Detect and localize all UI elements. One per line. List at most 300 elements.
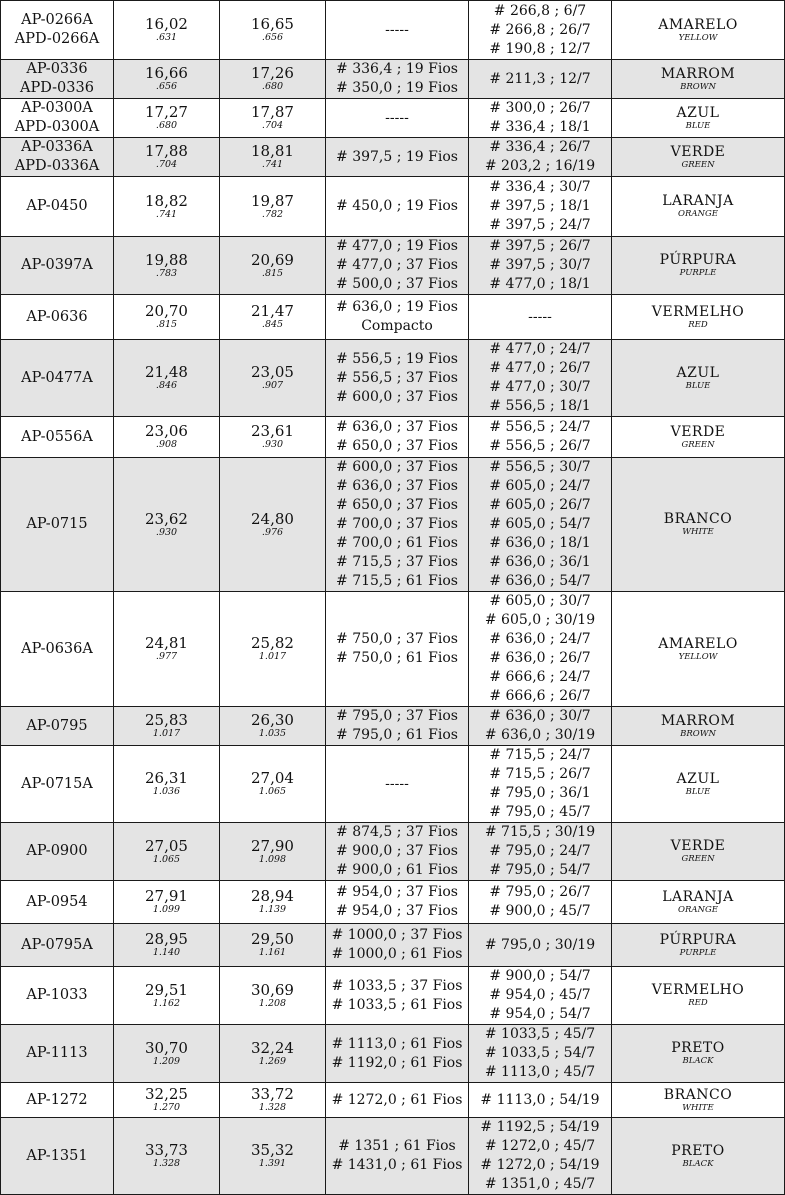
code-cell bbox=[1, 924, 114, 967]
acsr-conductor: # 954,0 ; 54/7 bbox=[489, 1006, 591, 1022]
aluminum-conductor: # 336,4 ; 19 Fios bbox=[336, 61, 458, 77]
acsr-conductor: # 477,0 ; 30/7 bbox=[489, 379, 591, 395]
code-cell bbox=[1, 707, 114, 746]
max-diameter-inch: .656 bbox=[261, 32, 284, 43]
color-name-en: BLACK bbox=[682, 1056, 714, 1066]
acsr-conductor: # 795,0 ; 24/7 bbox=[489, 843, 591, 859]
acsr-conductor: # 1192,5 ; 54/19 bbox=[480, 1119, 600, 1135]
acsr-conductor: # 556,5 ; 30/7 bbox=[489, 459, 591, 475]
aluminum-conductor: # 900,0 ; 37 Fios bbox=[336, 843, 458, 859]
acsr-conductor-cell bbox=[469, 458, 612, 592]
acsr-conductor: # 636,0 ; 18/1 bbox=[489, 535, 591, 551]
max-diameter-cell bbox=[220, 295, 326, 340]
aluminum-conductor-cell bbox=[326, 746, 469, 823]
max-diameter-inch: .907 bbox=[261, 380, 284, 391]
min-diameter-mm: 17,27 bbox=[145, 103, 188, 121]
max-diameter-mm: 18,81 bbox=[251, 142, 294, 160]
max-diameter-cell bbox=[220, 746, 326, 823]
aluminum-conductor: # 500,0 ; 37 Fios bbox=[336, 276, 458, 292]
aluminum-conductor: # 600,0 ; 37 Fios bbox=[336, 388, 458, 405]
min-diameter-inch: .815 bbox=[155, 319, 178, 330]
max-diameter-cell bbox=[220, 707, 326, 746]
aluminum-conductor: # 1033,5 ; 37 Fios bbox=[331, 977, 463, 994]
acsr-conductor: # 556,5 ; 26/7 bbox=[489, 438, 591, 454]
max-diameter-mm: 33,72 bbox=[251, 1085, 294, 1103]
color-cell bbox=[612, 881, 785, 924]
color-cell bbox=[612, 340, 785, 417]
acsr-conductor-cell bbox=[469, 707, 612, 746]
max-diameter-cell bbox=[220, 1025, 326, 1083]
max-diameter-mm: 26,30 bbox=[251, 711, 294, 729]
table-row bbox=[1, 340, 785, 417]
min-diameter-cell bbox=[114, 823, 220, 881]
acsr-conductor: # 397,5 ; 24/7 bbox=[489, 217, 591, 233]
color-cell bbox=[612, 458, 785, 592]
aluminum-conductor-cell bbox=[326, 138, 469, 177]
max-diameter-cell bbox=[220, 1118, 326, 1195]
part-code: APD-0300A bbox=[14, 119, 100, 135]
max-diameter-mm: 32,24 bbox=[251, 1038, 294, 1057]
part-code: AP-1272 bbox=[26, 1091, 88, 1108]
table-row bbox=[1, 881, 785, 924]
table-row bbox=[1, 707, 785, 746]
aluminum-conductor-cell bbox=[326, 924, 469, 967]
code-cell bbox=[1, 1083, 114, 1118]
code-cell bbox=[1, 1118, 114, 1195]
acsr-conductor: # 211,3 ; 12/7 bbox=[489, 70, 591, 87]
min-diameter-cell bbox=[114, 340, 220, 417]
max-diameter-inch: 1.017 bbox=[258, 651, 287, 662]
color-cell bbox=[612, 177, 785, 237]
min-diameter-inch: 1.036 bbox=[152, 786, 181, 797]
acsr-conductor-cell bbox=[469, 592, 612, 707]
acsr-conductor: # 477,0 ; 26/7 bbox=[489, 360, 591, 376]
code-cell bbox=[1, 1, 114, 60]
min-diameter-mm: 32,25 bbox=[145, 1085, 188, 1103]
color-name-pt: PÚRPURA bbox=[659, 252, 737, 268]
color-name-en: ORANGE bbox=[678, 209, 718, 219]
min-diameter-cell bbox=[114, 881, 220, 924]
acsr-conductor: # 556,5 ; 18/1 bbox=[489, 398, 591, 414]
color-name-pt: BRANCO bbox=[663, 1086, 733, 1103]
min-diameter-mm: 18,82 bbox=[145, 191, 188, 210]
aluminum-conductor: # 795,0 ; 61 Fios bbox=[336, 727, 458, 743]
min-diameter-inch: .908 bbox=[155, 439, 178, 450]
color-name-en: WHITE bbox=[682, 1102, 714, 1113]
table-row bbox=[1, 237, 785, 295]
acsr-conductor: # 666,6 ; 24/7 bbox=[489, 669, 591, 685]
min-diameter-inch: .656 bbox=[155, 81, 178, 92]
min-diameter-inch: 1.099 bbox=[152, 904, 181, 915]
part-code: APD-0336A bbox=[14, 158, 100, 174]
acsr-conductor: # 954,0 ; 45/7 bbox=[489, 987, 591, 1003]
acsr-conductor: # 636,0 ; 54/7 bbox=[489, 573, 591, 589]
acsr-conductor-cell bbox=[469, 746, 612, 823]
aluminum-conductor: ----- bbox=[385, 21, 409, 38]
part-code: AP-1351 bbox=[26, 1147, 88, 1164]
color-cell bbox=[612, 60, 785, 99]
max-diameter-cell bbox=[220, 237, 326, 295]
table-row bbox=[1, 417, 785, 458]
acsr-conductor-cell bbox=[469, 177, 612, 237]
aluminum-conductor-cell bbox=[326, 295, 469, 340]
color-name-pt: MARROM bbox=[660, 65, 736, 82]
color-cell bbox=[612, 823, 785, 881]
max-diameter-mm: 23,05 bbox=[251, 363, 294, 381]
acsr-conductor: # 636,0 ; 30/19 bbox=[484, 727, 596, 743]
max-diameter-mm: 30,69 bbox=[251, 980, 294, 999]
acsr-conductor: # 1351,0 ; 45/7 bbox=[484, 1176, 596, 1192]
min-diameter-cell bbox=[114, 924, 220, 967]
aluminum-conductor: # 700,0 ; 37 Fios bbox=[336, 516, 458, 532]
part-code: AP-0900 bbox=[26, 843, 88, 859]
part-code: APD-0266A bbox=[14, 31, 100, 47]
acsr-conductor: # 795,0 ; 30/19 bbox=[484, 936, 596, 953]
max-diameter-mm: 35,32 bbox=[251, 1141, 294, 1159]
acsr-conductor: # 795,0 ; 45/7 bbox=[489, 804, 591, 820]
color-name-pt: MARROM bbox=[660, 712, 736, 729]
color-name-en: PURPLE bbox=[679, 268, 717, 278]
code-cell bbox=[1, 60, 114, 99]
max-diameter-inch: 1.139 bbox=[258, 904, 287, 915]
aluminum-conductor: # 750,0 ; 37 Fios bbox=[336, 631, 458, 647]
aluminum-conductor: # 750,0 ; 61 Fios bbox=[336, 650, 458, 666]
color-name-en: GREEN bbox=[681, 854, 715, 864]
min-diameter-cell bbox=[114, 237, 220, 295]
part-code: AP-0636A bbox=[21, 640, 93, 657]
max-diameter-cell bbox=[220, 823, 326, 881]
max-diameter-cell bbox=[220, 1, 326, 60]
color-name-en: RED bbox=[688, 998, 708, 1008]
max-diameter-inch: .845 bbox=[261, 319, 284, 330]
code-cell bbox=[1, 967, 114, 1025]
aluminum-conductor: # 397,5 ; 19 Fios bbox=[336, 148, 458, 165]
acsr-conductor: # 636,0 ; 24/7 bbox=[489, 631, 591, 647]
table-row bbox=[1, 924, 785, 967]
aluminum-conductor-cell bbox=[326, 707, 469, 746]
max-diameter-mm: 27,90 bbox=[251, 836, 294, 855]
max-diameter-cell bbox=[220, 592, 326, 707]
color-name-pt: PRETO bbox=[671, 1142, 725, 1159]
part-code: AP-0300A bbox=[21, 100, 93, 116]
color-name-pt: VERDE bbox=[670, 143, 726, 160]
color-name-pt: VERDE bbox=[670, 838, 726, 854]
table-row bbox=[1, 99, 785, 138]
aluminum-conductor: # 477,0 ; 37 Fios bbox=[336, 257, 458, 273]
max-diameter-cell bbox=[220, 417, 326, 458]
code-cell bbox=[1, 823, 114, 881]
color-name-en: GREEN bbox=[681, 439, 715, 450]
max-diameter-inch: 1.161 bbox=[258, 947, 287, 958]
min-diameter-cell bbox=[114, 592, 220, 707]
max-diameter-inch: 1.328 bbox=[258, 1102, 287, 1113]
acsr-conductor: # 636,0 ; 36/1 bbox=[489, 554, 591, 570]
acsr-conductor: # 900,0 ; 45/7 bbox=[489, 903, 591, 919]
min-diameter-cell bbox=[114, 1025, 220, 1083]
part-code: AP-0795A bbox=[21, 936, 93, 953]
max-diameter-cell bbox=[220, 340, 326, 417]
min-diameter-inch: 1.328 bbox=[152, 1158, 181, 1169]
acsr-conductor-cell bbox=[469, 340, 612, 417]
color-name-en: PURPLE bbox=[679, 947, 717, 958]
acsr-conductor-cell bbox=[469, 417, 612, 458]
aluminum-conductor: # 1113,0 ; 61 Fios bbox=[331, 1035, 463, 1052]
max-diameter-mm: 24,80 bbox=[251, 509, 294, 528]
acsr-conductor: # 795,0 ; 54/7 bbox=[489, 862, 591, 878]
max-diameter-inch: 1.098 bbox=[258, 853, 287, 865]
aluminum-conductor: # 715,5 ; 61 Fios bbox=[336, 573, 458, 589]
acsr-conductor-cell bbox=[469, 237, 612, 295]
table-row bbox=[1, 823, 785, 881]
color-name-pt: LARANJA bbox=[662, 888, 734, 905]
min-diameter-inch: 1.065 bbox=[152, 853, 181, 865]
min-diameter-inch: .783 bbox=[155, 267, 178, 279]
color-name-pt: LARANJA bbox=[662, 193, 734, 209]
acsr-conductor: # 1272,0 ; 45/7 bbox=[484, 1138, 596, 1154]
table-row bbox=[1, 458, 785, 592]
color-cell bbox=[612, 237, 785, 295]
color-name-pt: AZUL bbox=[676, 770, 720, 787]
min-diameter-mm: 30,70 bbox=[145, 1038, 188, 1057]
aluminum-conductor: # 650,0 ; 37 Fios bbox=[336, 497, 458, 513]
min-diameter-mm: 19,88 bbox=[145, 250, 188, 269]
aluminum-conductor: # 1192,0 ; 61 Fios bbox=[331, 1054, 463, 1071]
aluminum-conductor: # 556,5 ; 19 Fios bbox=[336, 350, 458, 367]
acsr-conductor: # 605,0 ; 24/7 bbox=[489, 478, 591, 494]
acsr-conductor: # 605,0 ; 26/7 bbox=[489, 497, 591, 513]
table-row bbox=[1, 746, 785, 823]
part-code: AP-0715 bbox=[26, 516, 88, 532]
color-name-en: BLUE bbox=[685, 786, 711, 797]
color-name-pt: PÚRPURA bbox=[659, 931, 737, 948]
acsr-conductor-cell bbox=[469, 60, 612, 99]
min-diameter-inch: 1.209 bbox=[152, 1055, 181, 1067]
aluminum-conductor-cell bbox=[326, 592, 469, 707]
acsr-conductor: # 397,5 ; 30/7 bbox=[489, 257, 591, 273]
aluminum-conductor: # 650,0 ; 37 Fios bbox=[336, 438, 458, 454]
aluminum-conductor: # 636,0 ; 19 Fios bbox=[336, 299, 458, 315]
part-code: AP-0450 bbox=[26, 198, 88, 214]
min-diameter-cell bbox=[114, 967, 220, 1025]
color-cell bbox=[612, 746, 785, 823]
code-cell bbox=[1, 138, 114, 177]
min-diameter-mm: 27,05 bbox=[145, 836, 188, 855]
min-diameter-inch: 1.140 bbox=[152, 947, 181, 958]
aluminum-conductor: # 1033,5 ; 61 Fios bbox=[331, 996, 463, 1013]
aluminum-conductor: # 900,0 ; 61 Fios bbox=[336, 862, 458, 878]
color-cell bbox=[612, 295, 785, 340]
max-diameter-mm: 16,65 bbox=[251, 15, 294, 33]
acsr-conductor: # 336,4 ; 18/1 bbox=[489, 119, 591, 135]
code-cell bbox=[1, 237, 114, 295]
part-code: APD-0336 bbox=[20, 80, 94, 96]
color-cell bbox=[612, 592, 785, 707]
color-cell bbox=[612, 417, 785, 458]
acsr-conductor-cell bbox=[469, 1025, 612, 1083]
min-diameter-mm: 17,88 bbox=[145, 142, 188, 160]
spec-table-body bbox=[1, 1, 785, 1195]
color-cell bbox=[612, 1083, 785, 1118]
max-diameter-mm: 17,26 bbox=[251, 64, 294, 82]
max-diameter-cell bbox=[220, 458, 326, 592]
acsr-conductor-cell bbox=[469, 1118, 612, 1195]
code-cell bbox=[1, 458, 114, 592]
max-diameter-mm: 27,04 bbox=[251, 769, 294, 787]
acsr-conductor-cell bbox=[469, 924, 612, 967]
min-diameter-inch: .680 bbox=[155, 120, 178, 131]
max-diameter-inch: .741 bbox=[261, 159, 284, 170]
min-diameter-mm: 24,81 bbox=[145, 634, 188, 652]
acsr-conductor: # 605,0 ; 30/7 bbox=[489, 593, 591, 609]
table-row bbox=[1, 592, 785, 707]
aluminum-conductor-cell bbox=[326, 1, 469, 60]
min-diameter-inch: 1.270 bbox=[152, 1102, 181, 1113]
aluminum-conductor-cell bbox=[326, 823, 469, 881]
aluminum-conductor: # 954,0 ; 37 Fios bbox=[336, 884, 458, 900]
max-diameter-cell bbox=[220, 99, 326, 138]
aluminum-conductor-cell bbox=[326, 99, 469, 138]
acsr-conductor: # 203,2 ; 16/19 bbox=[484, 158, 596, 174]
acsr-conductor: # 336,4 ; 26/7 bbox=[489, 139, 591, 155]
acsr-conductor: # 1113,0 ; 45/7 bbox=[484, 1064, 596, 1080]
part-code: AP-0336 bbox=[26, 61, 88, 77]
part-code: AP-0636 bbox=[26, 308, 88, 325]
aluminum-conductor-cell bbox=[326, 237, 469, 295]
acsr-conductor: # 1272,0 ; 54/19 bbox=[480, 1157, 600, 1173]
aluminum-conductor: # 1351 ; 61 Fios bbox=[338, 1138, 456, 1154]
max-diameter-inch: 1.065 bbox=[258, 786, 287, 797]
aluminum-conductor: # 795,0 ; 37 Fios bbox=[336, 708, 458, 724]
aluminum-conductor: # 1000,0 ; 61 Fios bbox=[331, 946, 463, 962]
acsr-conductor: # 795,0 ; 36/1 bbox=[489, 785, 591, 801]
color-name-pt: PRETO bbox=[671, 1040, 725, 1056]
max-diameter-inch: 1.035 bbox=[258, 728, 287, 739]
code-cell bbox=[1, 99, 114, 138]
min-diameter-mm: 16,02 bbox=[145, 15, 188, 33]
min-diameter-cell bbox=[114, 1083, 220, 1118]
max-diameter-mm: 28,94 bbox=[251, 887, 294, 905]
color-cell bbox=[612, 924, 785, 967]
max-diameter-cell bbox=[220, 177, 326, 237]
min-diameter-cell bbox=[114, 60, 220, 99]
max-diameter-inch: .680 bbox=[261, 81, 284, 92]
min-diameter-mm: 33,73 bbox=[145, 1141, 188, 1159]
aluminum-conductor: # 954,0 ; 37 Fios bbox=[336, 903, 458, 919]
color-name-en: YELLOW bbox=[678, 32, 718, 43]
min-diameter-mm: 25,83 bbox=[145, 711, 188, 729]
part-code: AP-1113 bbox=[26, 1045, 88, 1061]
aluminum-conductor: # 556,5 ; 37 Fios bbox=[336, 369, 458, 386]
acsr-conductor-cell bbox=[469, 823, 612, 881]
min-diameter-mm: 29,51 bbox=[145, 980, 188, 999]
color-name-pt: AMARELO bbox=[658, 635, 738, 652]
acsr-conductor-cell bbox=[469, 1083, 612, 1118]
aluminum-conductor-cell bbox=[326, 417, 469, 458]
aluminum-conductor: # 450,0 ; 19 Fios bbox=[336, 198, 458, 214]
color-name-en: BLUE bbox=[685, 120, 711, 131]
aluminum-conductor: # 636,0 ; 37 Fios bbox=[336, 419, 458, 435]
min-diameter-cell bbox=[114, 707, 220, 746]
color-name-pt: VERDE bbox=[670, 423, 726, 440]
aluminum-conductor-cell bbox=[326, 340, 469, 417]
code-cell bbox=[1, 417, 114, 458]
min-diameter-cell bbox=[114, 417, 220, 458]
acsr-conductor: # 666,6 ; 26/7 bbox=[489, 688, 591, 704]
part-code: AP-0397A bbox=[21, 257, 93, 273]
part-code: AP-0795 bbox=[26, 717, 88, 734]
aluminum-conductor: # 350,0 ; 19 Fios bbox=[336, 80, 458, 96]
color-name-en: RED bbox=[688, 319, 708, 330]
aluminum-conductor-cell bbox=[326, 1118, 469, 1195]
max-diameter-inch: .704 bbox=[261, 120, 284, 131]
acsr-conductor: # 190,8 ; 12/7 bbox=[489, 40, 591, 57]
code-cell bbox=[1, 881, 114, 924]
acsr-conductor: # 477,0 ; 18/1 bbox=[489, 276, 591, 292]
acsr-conductor: # 605,0 ; 30/19 bbox=[484, 612, 596, 628]
min-diameter-mm: 23,62 bbox=[145, 509, 188, 528]
code-cell bbox=[1, 340, 114, 417]
table-row bbox=[1, 177, 785, 237]
aluminum-conductor: # 715,5 ; 37 Fios bbox=[336, 554, 458, 570]
part-code: AP-0477A bbox=[21, 369, 93, 386]
color-cell bbox=[612, 707, 785, 746]
aluminum-conductor: # 636,0 ; 37 Fios bbox=[336, 478, 458, 494]
acsr-conductor: # 397,5 ; 26/7 bbox=[489, 238, 591, 254]
aluminum-conductor: # 477,0 ; 19 Fios bbox=[336, 238, 458, 254]
acsr-conductor: # 715,5 ; 30/19 bbox=[484, 824, 596, 840]
min-diameter-inch: 1.162 bbox=[152, 997, 181, 1009]
acsr-conductor: # 266,8 ; 6/7 bbox=[493, 2, 587, 19]
aluminum-conductor-cell bbox=[326, 967, 469, 1025]
acsr-conductor: # 300,0 ; 26/7 bbox=[489, 100, 591, 116]
max-diameter-cell bbox=[220, 60, 326, 99]
table-row bbox=[1, 1118, 785, 1195]
color-name-pt: BRANCO bbox=[663, 511, 733, 527]
color-name-pt: AMARELO bbox=[658, 16, 738, 33]
max-diameter-mm: 21,47 bbox=[251, 302, 294, 320]
aluminum-conductor-cell bbox=[326, 1025, 469, 1083]
aluminum-conductor: Compacto bbox=[361, 318, 433, 334]
min-diameter-inch: 1.017 bbox=[152, 728, 181, 739]
part-code: AP-0336A bbox=[21, 139, 93, 155]
min-diameter-cell bbox=[114, 1, 220, 60]
color-name-en: GREEN bbox=[681, 159, 715, 170]
max-diameter-inch: 1.391 bbox=[258, 1158, 287, 1169]
acsr-conductor: # 336,4 ; 30/7 bbox=[489, 179, 591, 195]
color-cell bbox=[612, 1, 785, 60]
acsr-conductor: # 715,5 ; 26/7 bbox=[489, 766, 591, 782]
acsr-conductor-cell bbox=[469, 99, 612, 138]
aluminum-conductor: # 600,0 ; 37 Fios bbox=[336, 459, 458, 475]
min-diameter-cell bbox=[114, 99, 220, 138]
min-diameter-cell bbox=[114, 177, 220, 237]
table-row bbox=[1, 60, 785, 99]
acsr-conductor: # 556,5 ; 24/7 bbox=[489, 419, 591, 435]
max-diameter-inch: .815 bbox=[261, 267, 284, 279]
color-name-en: WHITE bbox=[682, 527, 714, 537]
acsr-conductor: # 266,8 ; 26/7 bbox=[489, 21, 591, 38]
max-diameter-cell bbox=[220, 138, 326, 177]
max-diameter-cell bbox=[220, 1083, 326, 1118]
color-cell bbox=[612, 138, 785, 177]
min-diameter-inch: .977 bbox=[155, 651, 178, 662]
table-row bbox=[1, 1025, 785, 1083]
part-code: AP-0266A bbox=[21, 12, 93, 28]
min-diameter-mm: 27,91 bbox=[145, 887, 188, 905]
part-code: AP-0715A bbox=[21, 775, 93, 792]
acsr-conductor-cell bbox=[469, 295, 612, 340]
aluminum-conductor: # 874,5 ; 37 Fios bbox=[336, 824, 458, 840]
